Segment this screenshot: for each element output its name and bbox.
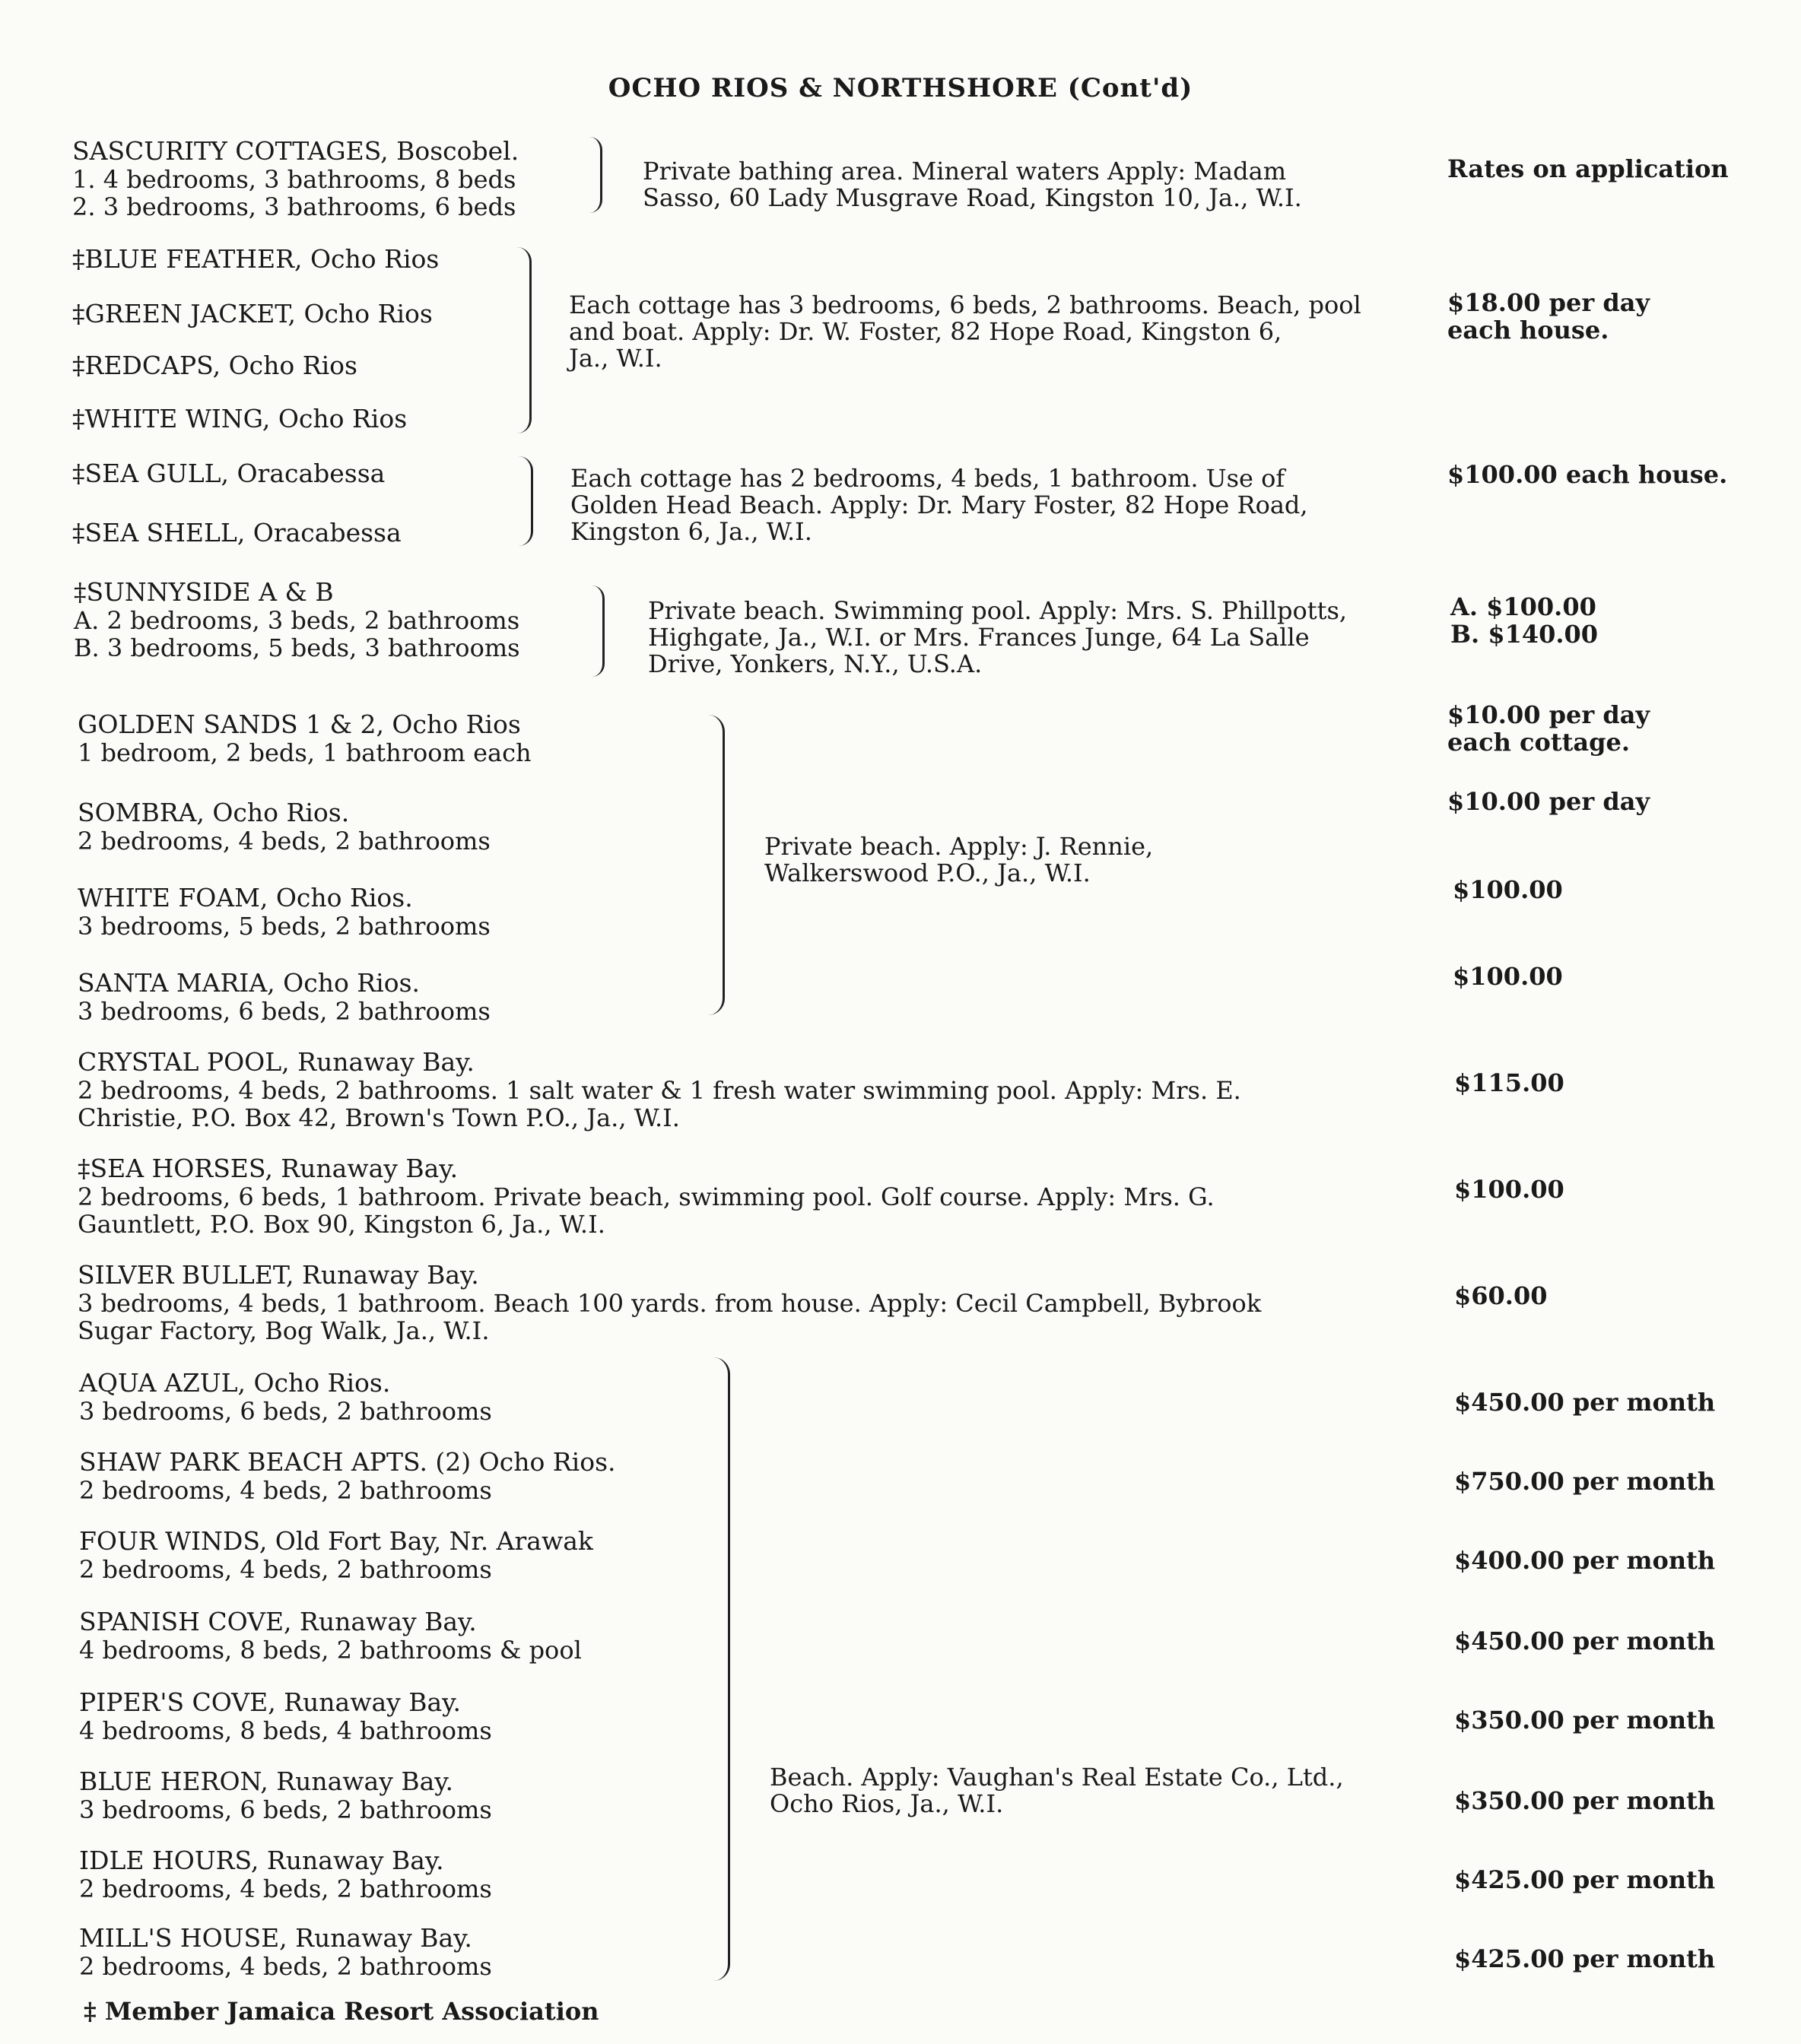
listing-detail: 3 bedrooms, 4 beds, 1 bathroom. Beach 100 yards. from house. Apply: Cecil Campbell, Bybrook xyxy=(78,1289,1262,1318)
listing-aqua-azul xyxy=(79,1369,492,1425)
listing-description xyxy=(643,158,1302,211)
listing-name: ‡REDCAPS, Ocho Rios xyxy=(72,351,357,380)
listing-description xyxy=(569,292,1361,372)
listing-name: SANTA MARIA, Ocho Rios. xyxy=(78,968,420,998)
listing-name: ‡BLUE FEATHER, Ocho Rios xyxy=(72,244,440,274)
listing-silver-bullet xyxy=(78,1261,1261,1344)
desc-line: Each cottage has 3 bedrooms, 6 beds, 2 bathrooms. Beach, pool xyxy=(569,290,1361,319)
page-title: OCHO RIOS & NORTHSHORE (Cont'd) xyxy=(608,73,1193,103)
listing-detail: 4 bedrooms, 8 beds, 2 bathrooms & pool xyxy=(79,1636,582,1665)
listing-golden-sands xyxy=(78,710,532,766)
desc-line: Sasso, 60 Lady Musgrave Road, Kingston 10, Ja., W.I. xyxy=(643,183,1302,212)
listing-crystal-pool xyxy=(78,1048,1241,1132)
desc-line: Beach. Apply: Vaughan's Real Estate Co., Ltd., xyxy=(770,1763,1344,1792)
listing-detail: A. 2 bedrooms, 3 beds, 2 bathrooms xyxy=(74,606,520,635)
listing-detail: 3 bedrooms, 6 beds, 2 bathrooms xyxy=(79,1795,492,1824)
listing-detail: 1 bedroom, 2 beds, 1 bathroom each xyxy=(78,738,532,767)
rate-line: $18.00 per day xyxy=(1447,288,1650,317)
listing-detail: 1. 4 bedrooms, 3 bathrooms, 8 beds xyxy=(72,165,516,194)
rate: $350.00 per month xyxy=(1454,1786,1716,1815)
rate: $115.00 xyxy=(1454,1068,1564,1097)
listing-pipers-cove xyxy=(79,1688,492,1744)
listing-detail: 2. 3 bedrooms, 3 bathrooms, 6 beds xyxy=(72,192,516,221)
listing-name: ‡SEA GULL, Oracabessa xyxy=(72,459,386,488)
desc-line: Golden Head Beach. Apply: Dr. Mary Foster, 82 Hope Road, xyxy=(570,490,1308,519)
desc-line: Drive, Yonkers, N.Y., U.S.A. xyxy=(648,649,983,678)
brace xyxy=(711,1357,730,1981)
desc-line: Highgate, Ja., W.I. or Mrs. Frances Junge, 64 La Salle xyxy=(648,623,1310,652)
listing-name: MILL'S HOUSE, Runaway Bay. xyxy=(79,1923,472,1953)
rate: $350.00 per month xyxy=(1454,1706,1716,1735)
rate: $450.00 per month xyxy=(1454,1388,1716,1417)
listing-detail: 3 bedrooms, 5 beds, 2 bathrooms xyxy=(78,912,491,941)
listing-detail: 2 bedrooms, 6 beds, 1 bathroom. Private beach, swimming pool. Golf course. Apply: Mrs. G. xyxy=(78,1182,1215,1211)
listing-name: SASCURITY COTTAGES, Boscobel. xyxy=(72,136,519,166)
listing-santa-maria xyxy=(78,969,491,1025)
listing-four-winds xyxy=(79,1527,593,1583)
listing-detail: 4 bedrooms, 8 beds, 4 bathrooms xyxy=(79,1716,492,1745)
rate: $450.00 per month xyxy=(1454,1627,1716,1655)
rate: $400.00 per month xyxy=(1454,1546,1716,1575)
desc-line: Ja., W.I. xyxy=(569,344,662,373)
listing-mills-house xyxy=(79,1924,492,1980)
listing-name: ‡SEA SHELL, Oracabessa xyxy=(72,518,402,548)
brace xyxy=(589,137,602,213)
listing-detail: 2 bedrooms, 4 beds, 2 bathrooms xyxy=(79,1952,492,1981)
listing-shaw-park xyxy=(79,1448,616,1504)
listing-sascurity xyxy=(72,137,519,221)
listing-name: ‡GREEN JACKET, Ocho Rios xyxy=(72,299,433,328)
listing-detail: B. 3 bedrooms, 5 beds, 3 bathrooms xyxy=(74,633,520,662)
rate-line: $10.00 per day xyxy=(1447,700,1650,729)
rate: $425.00 per month xyxy=(1454,1865,1716,1894)
listing-white-foam xyxy=(78,884,491,940)
desc-line: Kingston 6, Ja., W.I. xyxy=(570,517,812,546)
rate-line: A. $100.00 xyxy=(1450,592,1596,621)
brace xyxy=(707,715,725,1015)
listing-detail: 3 bedrooms, 6 beds, 2 bathrooms xyxy=(78,997,491,1026)
brace xyxy=(517,247,532,433)
footnote: ‡ Member Jamaica Resort Association xyxy=(84,1997,599,2026)
brace xyxy=(519,456,533,546)
rate: $60.00 xyxy=(1454,1281,1548,1310)
listing-detail: 2 bedrooms, 4 beds, 2 bathrooms xyxy=(79,1874,492,1903)
rate: $100.00 each house. xyxy=(1447,460,1728,489)
rate: Rates on application xyxy=(1447,154,1729,183)
desc-line: and boat. Apply: Dr. W. Foster, 82 Hope Road, Kingston 6, xyxy=(569,317,1282,346)
listing-name: BLUE HERON, Runaway Bay. xyxy=(79,1766,454,1796)
listing-description xyxy=(770,1764,1344,1817)
desc-line: Ocho Rios, Ja., W.I. xyxy=(770,1789,1004,1818)
listing-name: ‡SEA HORSES, Runaway Bay. xyxy=(78,1154,459,1183)
rate: $100.00 xyxy=(1453,875,1563,904)
rate: $100.00 xyxy=(1454,1175,1564,1204)
listing-spanish-cove xyxy=(79,1608,582,1664)
desc-line: Private bathing area. Mineral waters Apply: Madam xyxy=(643,157,1287,186)
listing-description xyxy=(764,833,1153,887)
desc-line: Private beach. Swimming pool. Apply: Mrs. S. Phillpotts, xyxy=(648,596,1348,625)
listing-name: AQUA AZUL, Ocho Rios. xyxy=(79,1368,391,1398)
brace xyxy=(592,586,605,677)
listing-name: FOUR WINDS, Old Fort Bay, Nr. Arawak xyxy=(79,1526,593,1556)
listing-name: PIPER'S COVE, Runaway Bay. xyxy=(79,1687,461,1717)
listing-name: SILVER BULLET, Runaway Bay. xyxy=(78,1260,479,1290)
listing-blue-heron xyxy=(79,1767,492,1823)
listing-name: IDLE HOURS, Runaway Bay. xyxy=(79,1846,444,1875)
rate-line: each house. xyxy=(1447,316,1609,344)
rate-line: B. $140.00 xyxy=(1450,620,1599,649)
listing-detail: Christie, P.O. Box 42, Brown's Town P.O., Ja., W.I. xyxy=(78,1103,680,1132)
desc-line: Private beach. Apply: J. Rennie, xyxy=(764,832,1154,861)
listing-detail: 2 bedrooms, 4 beds, 2 bathrooms xyxy=(78,827,491,855)
rate xyxy=(1447,701,1650,756)
listing-detail: 2 bedrooms, 4 beds, 2 bathrooms. 1 salt water & 1 fresh water swimming pool. Apply: Mrs. E. xyxy=(78,1076,1241,1105)
listing-name: SOMBRA, Ocho Rios. xyxy=(78,798,350,827)
listing-detail: Gauntlett, P.O. Box 90, Kingston 6, Ja., W.I. xyxy=(78,1210,605,1239)
rate xyxy=(1447,289,1650,344)
listing-detail: Sugar Factory, Bog Walk, Ja., W.I. xyxy=(78,1316,490,1345)
listing-detail: 2 bedrooms, 4 beds, 2 bathrooms xyxy=(79,1476,492,1505)
rate: $750.00 per month xyxy=(1454,1467,1716,1496)
listing-detail: 2 bedrooms, 4 beds, 2 bathrooms xyxy=(79,1555,492,1584)
listing-sea-horses xyxy=(78,1154,1215,1238)
listing-sombra xyxy=(78,798,491,855)
listing-idle-hours xyxy=(79,1846,492,1903)
rate: $425.00 per month xyxy=(1454,1944,1716,1973)
listing-detail: 3 bedrooms, 6 beds, 2 bathrooms xyxy=(79,1397,492,1426)
listing-name: ‡SUNNYSIDE A & B xyxy=(74,577,334,607)
listing-name: CRYSTAL POOL, Runaway Bay. xyxy=(78,1047,475,1077)
rate: $10.00 per day xyxy=(1447,787,1650,816)
listing-description xyxy=(570,465,1308,545)
listing-name: SPANISH COVE, Runaway Bay. xyxy=(79,1607,477,1636)
listing-name: WHITE FOAM, Ocho Rios. xyxy=(78,883,413,912)
desc-line: Walkerswood P.O., Ja., W.I. xyxy=(764,859,1091,887)
listing-name: SHAW PARK BEACH APTS. (2) Ocho Rios. xyxy=(79,1447,616,1477)
listing-name: ‡WHITE WING, Ocho Rios xyxy=(72,404,408,433)
rate xyxy=(1450,593,1598,648)
desc-line: Each cottage has 2 bedrooms, 4 beds, 1 bathroom. Use of xyxy=(570,464,1285,493)
rate-line: each cottage. xyxy=(1447,728,1630,757)
rate: $100.00 xyxy=(1453,962,1563,991)
listing-description xyxy=(648,598,1347,678)
listing-sunnyside xyxy=(74,578,520,662)
listing-name: GOLDEN SANDS 1 & 2, Ocho Rios xyxy=(78,709,521,739)
